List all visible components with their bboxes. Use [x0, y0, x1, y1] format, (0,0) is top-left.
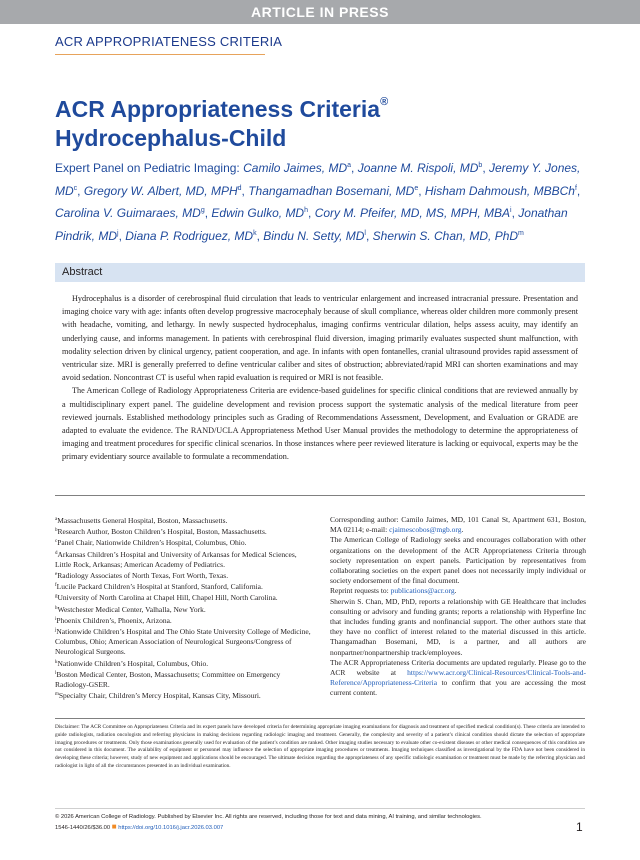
reprint-email-link[interactable]: publications@acr.org	[390, 586, 455, 596]
author-entry: Hisham Dahmoush, MBBCh$^f$,	[424, 183, 581, 198]
abstract-paragraph: Hydrocephalus is a disorder of cerebrospinal fluid circulation that leads to ventricular enlargement and increased intracranial pressure. Presentation and imaging choice vary with age: infants often develop progressive macrocephaly because of skull compliance, whereas older children more commonly present with headache, vomiting, and lethargy. In newly suspected hydrocephalus, imaging confirms ventricular dilation, helps assess acuity, may identify an underlying cause, and informs management. In patients with cerebrospinal fluid diversion, imaging primarily evaluates suspected shunt malfunction, with modality selection driven by clinical urgency, patient cooperation, and age. In infants with open fontanelles, cranial ultrasound provides rapid assessment of ventricular size. MRI is generally preferred to define ventricular caliber and sites of obstruction; abbreviated/rapid MRI can shorten examinations and may avoid sedation. Noncontrast CT is useful when rapid evaluation is required or MRI is not feasible.	[62, 294, 578, 383]
affiliation-text: Lucile Packard Children’s Hospital at Stanford, Stanford, California.	[56, 582, 263, 592]
author-entry: Carolina V. Guimaraes, $MD^g$,	[55, 206, 212, 220]
affiliation-marker: e	[55, 572, 58, 578]
affiliation-marker: f	[55, 583, 57, 589]
author-affiliation-marker: h	[304, 207, 309, 214]
affiliation-item	[55, 658, 313, 669]
collaboration-note: The American College of Radiology seeks and encourages collaboration with other organizations on the development of the ACR Appropriateness Criteria through society representation on expert panels. Participation by representatives from collaborating societies on the expert panel does not necessarily imply individual or society endorsement of the final document.	[330, 535, 586, 586]
panel-name: Expert Panel on Pediatric Imaging:	[55, 161, 244, 175]
affiliation-item	[55, 592, 313, 603]
author-affiliation-marker: c	[73, 184, 78, 192]
corresponding-suffix: .	[461, 525, 464, 535]
author-name: Sherwin S. Chan, MD, PhD	[372, 228, 519, 243]
affiliation-text: Nationwide Children’s Hospital, Columbus, Ohio.	[57, 658, 209, 668]
update-text: The ACR Appropriateness Criteria documents are updated regularly. Please go to the ACR website at	[330, 657, 586, 678]
author-notes	[330, 515, 586, 699]
corresponding-text: Corresponding author: Camilo Jaimes, MD, 101 Canal St, Apartment 631, Boston, MA 02114; e-mail:	[330, 515, 586, 535]
author-name: Gregory W. Albert, MD, MPH	[83, 183, 238, 198]
abstract-divider	[55, 495, 585, 496]
affiliation-marker: g	[55, 594, 58, 600]
author-name: Jonathan Pindrik, MD	[55, 206, 568, 243]
author-affiliation-marker: i	[510, 207, 512, 214]
author-name: Jeremy Y. Jones, MD	[55, 161, 581, 198]
affiliation-text: Phoenix Children’s, Phoenix, Arizona.	[56, 615, 172, 625]
reprint-suffix: .	[454, 586, 457, 596]
affiliation-marker: m	[55, 692, 59, 698]
page-number: 1	[576, 820, 583, 834]
disclaimer-divider	[55, 718, 585, 719]
title-line-2: Hydrocephalus-Child	[55, 125, 287, 151]
affiliation-text: Research Author, Boston Children’s Hospital, Boston, Massachusetts.	[57, 527, 267, 537]
author-entry: Gregory W. Albert, MD, MPH$^d$,	[83, 183, 249, 198]
registered-mark: ®	[380, 96, 389, 108]
author-name: Edwin Gulko, MD	[211, 206, 305, 220]
author-name: Joanne M. Rispoli, MD	[357, 161, 479, 175]
affiliation-text: Arkansas Children’s Hospital and University of Arkansas for Medical Sciences, Little Rock, Arkansas; American Academy of Pediatrics.	[55, 549, 297, 569]
affiliation-text: Panel Chair, Nationwide Children’s Hospital, Columbus, Ohio.	[57, 538, 247, 548]
author-name: Bindu N. Setty, MD	[263, 228, 365, 243]
reprint-text: Reprint requests to:	[330, 586, 391, 596]
affiliation-item	[55, 604, 313, 615]
author-affiliation-marker: g	[200, 207, 205, 214]
author-entry: Thangamadhan Bosemani, MDe,	[248, 183, 425, 198]
author-entry: Diana P. Rodriguez, $MD^k$,	[125, 228, 264, 243]
affiliation-marker: i	[55, 616, 57, 622]
affiliation-item	[55, 549, 313, 570]
separator-dot-icon: ■	[111, 822, 117, 831]
affiliation-item	[55, 690, 313, 701]
section-label: ACR APPROPRIATENESS CRITERIA	[55, 34, 283, 49]
affiliation-item	[55, 615, 313, 626]
affiliation-text: Massachusetts General Hospital, Boston, Massachusetts.	[57, 516, 228, 525]
author-name: Diana P. Rodriguez, MD	[125, 228, 254, 243]
corresponding-author	[330, 515, 586, 535]
page-footer	[55, 812, 585, 833]
affiliation-marker: a	[55, 517, 58, 522]
issn-doi-line	[55, 822, 585, 833]
author-entry: Camilo Jaimes, $MD^a$,	[243, 161, 358, 175]
abstract-body	[62, 292, 578, 464]
author-affiliation-marker: e	[414, 184, 419, 192]
affiliation-list	[55, 515, 313, 701]
author-name: Cory M. Pfeifer, MD, MS, MPH, MBA	[314, 206, 511, 220]
author-affiliation-marker: b	[478, 162, 483, 169]
affiliation-marker: k	[55, 659, 58, 665]
affiliation-marker: j	[55, 628, 57, 634]
affiliation-text: Nationwide Children’s Hospital and The Ohio State University College of Medicine, Columbus, Ohio; American Association of Neurological Surgeons/Congress of Neurological Surgeons.	[55, 627, 311, 657]
author-name: Carolina V. Guimaraes, MD	[55, 206, 201, 220]
author-entry: Bindu N. Setty, $MD^l$,	[263, 228, 373, 243]
affiliation-item	[55, 515, 313, 526]
author-affiliation-marker: m	[518, 229, 524, 237]
affiliation-text: University of North Carolina at Chapel Hill, Chapel Hill, North Carolina.	[57, 593, 278, 603]
affiliation-text: Boston Medical Center, Boston, Massachusetts; Committee on Emergency Radiology-GSER.	[55, 669, 281, 690]
author-affiliation-marker: a	[347, 162, 352, 169]
affiliation-marker: c	[55, 539, 58, 545]
author-name: Hisham Dahmoush, MBBCh	[424, 183, 575, 198]
author-entry	[373, 229, 524, 243]
author-entry: Cory M. Pfeifer, MD, MS, MPH, MBA$^i$,	[314, 206, 519, 220]
affiliation-item	[55, 626, 313, 658]
affiliation-item	[55, 669, 313, 690]
abstract-paragraph: The American College of Radiology Appropriateness Criteria are evidence-based guidelines for specific clinical conditions that are reviewed annually by a multidisciplinary expert panel. The guideline development and revision process support the systematic analysis of the medical literature from peer reviewed journals. Established methodology principles such as Grading of Recommendations Assessment, Development, and Evaluation or GRADE are adapted to evaluate the evidence. The RAND/UCLA Appropriateness Method User Manual provides the methodology to determine the appropriateness of imaging and treatment procedures for specific clinical scenarios. In those instances where peer reviewed literature is lacking or equivocal, experts may be the primary evidentiary source available to formulate a recommendation.	[62, 386, 578, 462]
article-title	[55, 88, 595, 153]
author-name: Camilo Jaimes, MD	[243, 161, 348, 175]
affiliation-item	[55, 570, 313, 581]
reprint-request	[330, 586, 586, 596]
corresponding-email-link[interactable]: cjaimescobos@mgb.org	[389, 525, 462, 535]
author-entry: Joanne M. Rispoli, $MD^b$,	[357, 161, 489, 175]
author-affiliation-marker: j	[117, 229, 119, 237]
disclosure-note: Sherwin S. Chan, MD, PhD, reports a relationship with GE Healthcare that includes consulting or advisory and funding grants; reports a relationship with Hyperfine Inc that includes funding grants and nonfinancial support. The other authors state that they have no conflict of interest related to the material discussed in this article. Thangamadhan Bosemani, MD, is a partner, and all authors are nonpartner/nonpartnership track/employees.	[330, 596, 586, 657]
copyright-line: © 2026 American College of Radiology. Published by Elsevier Inc. All rights are reserved, including those for text and data mining, AI training, and similar technologies.	[55, 814, 482, 820]
affiliation-item	[55, 581, 313, 592]
affiliation-item	[55, 537, 313, 548]
affiliation-text: Westchester Medical Center, Valhalla, New York.	[57, 604, 206, 614]
author-entry: Edwin Gulko, $MD^h$,	[211, 206, 315, 220]
section-divider	[55, 54, 265, 55]
abstract-heading: Abstract	[62, 266, 103, 278]
disclaimer: Disclaimer: The ACR Committee on Appropriateness Criteria and its expert panels have developed criteria for determining appropriate imaging examinations for diagnosis and treatment of specified medical condition(s). These criteria are intended to guide radiologists, radiation oncologists and referring physicians in making decisions regarding radiologic imaging and treatment. Generally, the complexity and severity of a patient’s clinical condition should dictate the selection of appropriate imaging procedures or treatments. Only those examinations generally used for evaluation of the patient’s condition are ranked. Other imaging studies necessary to evaluate other co-existent diseases or other medical consequences of this condition are not considered in this document. The availability of equipment or personnel may influence the selection of appropriate imaging procedures or treatments. Imaging techniques classified as investigational by the FDA have not been considered in developing these criteria; however, study of new equipment and applications should be encouraged. The ultimate decision regarding the appropriateness of any specific radiologic examination or treatment must be made by the referring physician and radiologist in light of all the circumstances presented in an individual examination.	[55, 724, 585, 769]
affiliation-marker: h	[55, 605, 58, 611]
title-line-1: ACR Appropriateness Criteria	[55, 96, 381, 122]
abstract-header-bar	[55, 263, 585, 282]
update-suffix: to confirm that you are accessing the most current content.	[330, 678, 586, 698]
author-affiliation-marker: f	[574, 184, 577, 192]
author-entry: Jonathan Pindrik, $MD^j$,	[55, 206, 568, 243]
author-affiliation-marker: k	[253, 229, 257, 237]
affiliation-item	[55, 526, 313, 537]
author-entry: Jeremy Y. Jones, $MD^c$,	[55, 161, 581, 198]
acr-website-link[interactable]: https://www.acr.org/Clinical-Resources/Clinical-Tools-and-Reference/Appropriateness-Criteria	[330, 668, 586, 688]
author-affiliation-marker: d	[237, 184, 242, 192]
affiliation-text: Radiology Associates of North Texas, Fort Worth, Texas.	[57, 571, 229, 581]
article-in-press-banner: ARTICLE IN PRESS	[0, 0, 640, 24]
issn: 1546-1440/26/$36.00	[55, 825, 111, 831]
footer-divider	[55, 808, 585, 809]
affiliation-text: Specialty Chair, Children’s Mercy Hospital, Kansas City, Missouri.	[58, 691, 261, 701]
affiliation-marker: b	[55, 528, 58, 534]
author-affiliation-marker: l	[364, 229, 366, 237]
doi-link[interactable]: https://doi.org/10.1016/j.jacr.2026.03.007	[118, 825, 224, 831]
update-note	[330, 658, 586, 699]
affiliation-marker: l	[55, 670, 57, 676]
affiliation-marker: d	[55, 550, 58, 556]
author-list	[55, 156, 595, 246]
author-name: Thangamadhan Bosemani, MD	[248, 183, 415, 198]
